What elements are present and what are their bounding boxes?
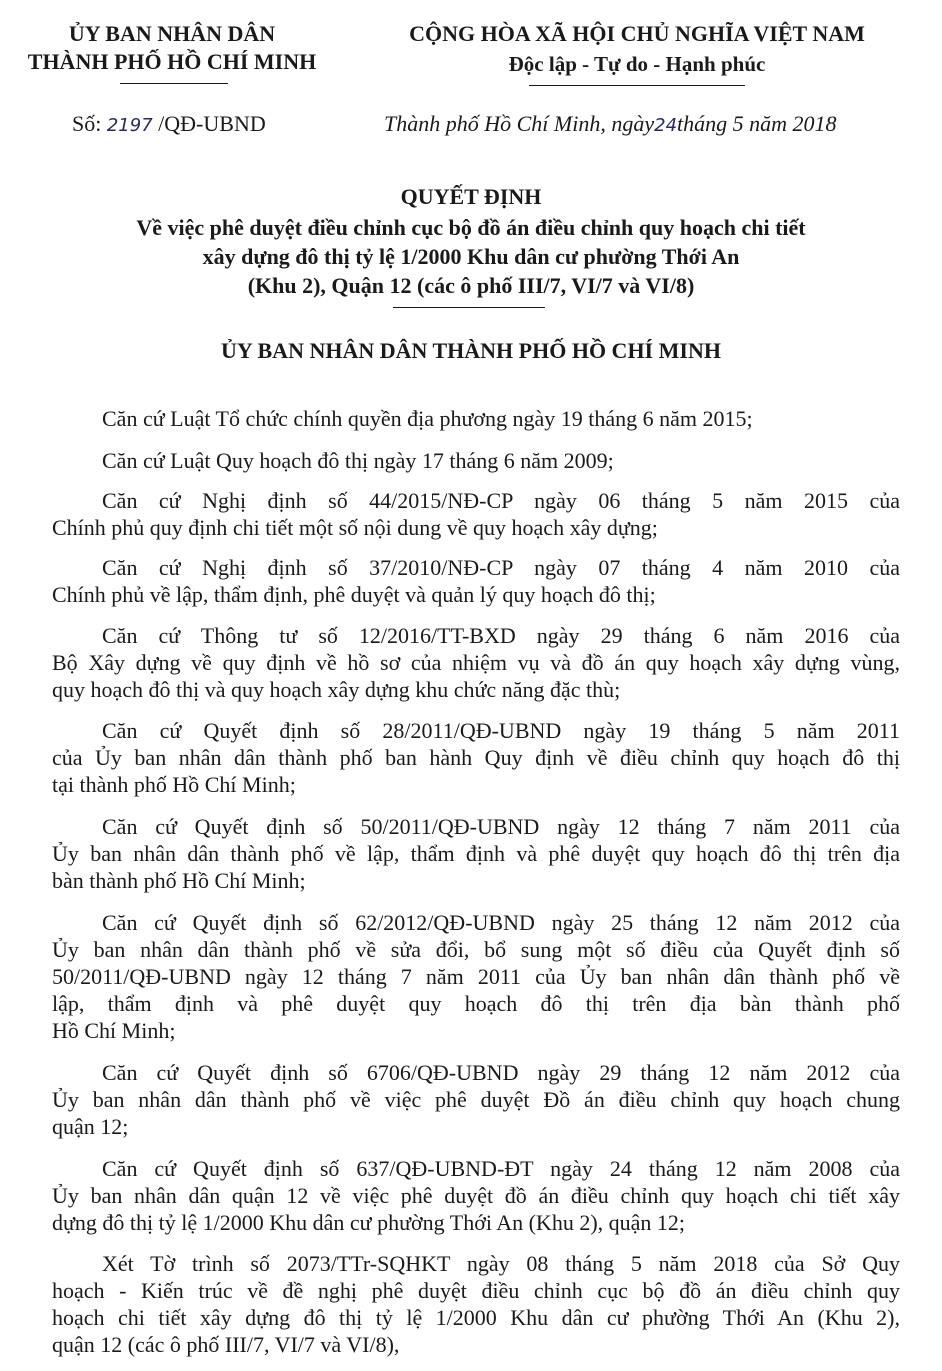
- paragraph-line: tại thành phố Hồ Chí Minh;: [52, 772, 296, 797]
- paragraph-line: quận 12;: [52, 1114, 129, 1139]
- paragraph-line: bàn thành phố Hồ Chí Minh;: [52, 868, 306, 893]
- handwritten-day: 24: [654, 115, 678, 136]
- paragraph-line: 50/2011/QĐ-UBND ngày 12 tháng 7 năm 2011 của Ủy ban nhân dân thành phố về: [52, 964, 900, 989]
- paragraph-line: Ủy ban nhân dân quận 12 về việc phê duyệt đồ án điều chỉnh quy hoạch chi tiết xây: [52, 1183, 900, 1208]
- paragraph-line: Căn cứ Quyết định số 6706/QĐ-UBND ngày 29 tháng 12 năm 2012 của: [102, 1060, 900, 1085]
- paragraph-legal-basis-1: [52, 405, 900, 432]
- paragraph-line: Căn cứ Luật Quy hoạch đô thị ngày 17 tháng 6 năm 2009;: [102, 448, 614, 473]
- paragraph-line: hoạch chi tiết xây dựng đô thị tỷ lệ 1/2000 Khu dân cư phường Thới An (Khu 2),: [52, 1305, 900, 1330]
- paragraph-legal-basis-6: [52, 717, 900, 798]
- paragraph-line: lập, thẩm định và phê duyệt quy hoạch đô thị trên địa bàn thành phố: [52, 991, 900, 1016]
- paragraph-line: Căn cứ Nghị định số 44/2015/NĐ-CP ngày 06 tháng 5 năm 2015 của: [102, 488, 900, 513]
- paragraph-line: Bộ Xây dựng về quy định về hồ sơ của nhiệm vụ và đồ án quy hoạch xây dựng vùng,: [52, 650, 900, 675]
- handwritten-number: 2197: [106, 115, 153, 136]
- paragraph-line: Ủy ban nhân dân thành phố về lập, thẩm định và phê duyệt quy hoạch đô thị trên địa: [52, 841, 900, 866]
- paragraph-legal-basis-8: [52, 909, 900, 1044]
- paragraph-legal-basis-2: [52, 447, 900, 474]
- paragraph-line: Căn cứ Quyết định số 637/QĐ-UBND-ĐT ngày 24 tháng 12 năm 2008 của: [102, 1156, 900, 1181]
- issuer-name-line2: THÀNH PHỐ HỒ CHÍ MINH: [27, 49, 317, 74]
- paragraph-line: Xét Tờ trình số 2073/TTr-SQHKT ngày 08 tháng 5 năm 2018 của Sở Quy: [102, 1251, 900, 1276]
- decision-subject-line2: xây dựng đô thị tỷ lệ 1/2000 Khu dân cư phường Thới An: [202, 244, 740, 269]
- decision-subject-line1: Về việc phê duyệt điều chỉnh cục bộ đồ án điều chỉnh quy hoạch chi tiết: [136, 215, 806, 240]
- number-suffix: /QĐ-UBND: [158, 111, 266, 136]
- paragraph-legal-basis-7: [52, 813, 900, 894]
- date-suffix: tháng 5 năm 2018: [677, 111, 837, 136]
- paragraph-line: hoạch - Kiến trúc về đề nghị phê duyệt điều chỉnh cục bộ đồ án điều chỉnh quy: [52, 1278, 900, 1303]
- paragraph-line: quận 12 (các ô phố III/7, VI/7 và VI/8),: [52, 1332, 400, 1357]
- paragraph-line: Ủy ban nhân dân thành phố về việc phê duyệt Đồ án điều chỉnh quy hoạch chung: [52, 1087, 900, 1112]
- paragraph-legal-basis-5: [52, 622, 900, 703]
- paragraph-submission: [52, 1250, 900, 1358]
- date-prefix: Thành phố Hồ Chí Minh, ngày: [384, 111, 655, 136]
- paragraph-line: Hồ Chí Minh;: [52, 1018, 176, 1043]
- paragraph-legal-basis-9: [52, 1059, 900, 1140]
- paragraph-legal-basis-4: [52, 554, 900, 608]
- paragraph-line: Chính phủ về lập, thẩm định, phê duyệt và quản lý quy hoạch đô thị;: [52, 582, 656, 607]
- paragraph-line: Ủy ban nhân dân thành phố về sửa đổi, bổ sung một số điều của Quyết định số: [52, 937, 900, 962]
- paragraph-line: Căn cứ Quyết định số 50/2011/QĐ-UBND ngày 12 tháng 7 năm 2011 của: [102, 814, 900, 839]
- national-title: CỘNG HÒA XÃ HỘI CHỦ NGHĨA VIỆT NAM: [409, 21, 865, 46]
- decision-heading: QUYẾT ĐỊNH: [400, 184, 542, 209]
- paragraph-line: Căn cứ Luật Tổ chức chính quyền địa phương ngày 19 tháng 6 năm 2015;: [102, 406, 753, 431]
- motto-underline: [529, 85, 745, 86]
- paragraph-line: Chính phủ quy định chi tiết một số nội dung về quy hoạch xây dựng;: [52, 515, 658, 540]
- paragraph-line: Căn cứ Quyết định số 28/2011/QĐ-UBND ngày 19 tháng 5 năm 2011: [102, 718, 900, 743]
- paragraph-line: dựng đô thị tỷ lệ 1/2000 Khu dân cư phường Thới An (Khu 2), quận 12;: [52, 1210, 686, 1235]
- paragraph-line: Căn cứ Thông tư số 12/2016/TT-BXD ngày 29 tháng 6 năm 2016 của: [102, 623, 900, 648]
- issuer-name-line1: ỦY BAN NHÂN DÂN: [68, 21, 276, 46]
- national-motto: Độc lập - Tự do - Hạnh phúc: [508, 52, 766, 76]
- issuer-underline: [120, 83, 228, 84]
- title-underline: [393, 307, 545, 308]
- number-prefix: Số:: [72, 111, 102, 136]
- paragraph-legal-basis-3: [52, 487, 900, 541]
- issuing-authority: ỦY BAN NHÂN DÂN THÀNH PHỐ HỒ CHÍ MINH: [221, 338, 721, 363]
- paragraph-legal-basis-10: [52, 1155, 900, 1236]
- issue-date: [384, 110, 837, 140]
- paragraph-line: của Ủy ban nhân dân thành phố ban hành Quy định về điều chỉnh quy hoạch đô thị: [52, 745, 900, 770]
- decision-subject-line3: (Khu 2), Quận 12 (các ô phố III/7, VI/7 và VI/8): [247, 273, 695, 298]
- paragraph-line: Căn cứ Quyết định số 62/2012/QĐ-UBND ngày 25 tháng 12 năm 2012 của: [102, 910, 900, 935]
- paragraph-line: Căn cứ Nghị định số 37/2010/NĐ-CP ngày 07 tháng 4 năm 2010 của: [102, 555, 900, 580]
- document-number: [72, 110, 266, 140]
- paragraph-line: quy hoạch đô thị và quy hoạch xây dựng khu chức năng đặc thù;: [52, 677, 621, 702]
